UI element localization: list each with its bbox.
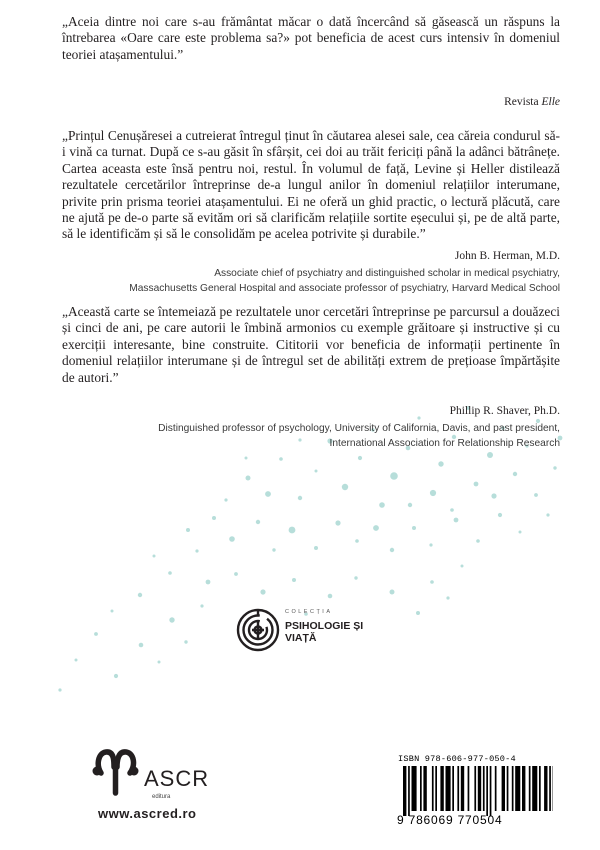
barcode-bar (452, 766, 454, 811)
decorative-dot (58, 688, 61, 691)
decorative-dot (246, 476, 251, 481)
publisher-logo (92, 745, 222, 835)
barcode-bar (512, 766, 514, 811)
decorative-dot (342, 484, 348, 490)
decorative-dot (315, 470, 318, 473)
barcode-bars (403, 766, 553, 816)
decorative-dot (417, 416, 420, 419)
decorative-dot (390, 472, 398, 480)
decorative-dot (265, 491, 271, 497)
decorative-dot (272, 548, 275, 551)
decorative-dot (474, 482, 479, 487)
collection-name: PSIHOLOGIE ȘI VIAȚĂ (285, 620, 364, 644)
affiliation-line: Distinguished professor of psychology, University of California, Davis, and past president, (158, 423, 560, 434)
barcode-bar (539, 766, 541, 811)
decorative-dot (114, 674, 118, 678)
decorative-dot (412, 526, 416, 530)
barcode-bar (440, 766, 443, 811)
publisher-url: www.ascred.ro (98, 806, 197, 821)
affiliation-line: Massachusetts General Hospital and associate professor of psychiatry, Harvard Medical School (129, 283, 560, 295)
decorative-dot (438, 461, 443, 466)
decorative-dot (355, 539, 359, 543)
labyrinth-icon (236, 608, 280, 652)
decorative-dot (158, 661, 161, 664)
review-quote-3: „Această carte se întemeiază pe rezultatele unor cercetări întreprinse pe parcursul a douăzeci și cinci de ani, pe care autorii le îmbină armonios cu exemple grăitoare și instructive și cu exerciții interesante, bine construite. Cititorii vor beneficia de informații pertinente în domeniul relațiilor interumane și de întregul set de abilități extrem de prețioase împărtășite de autori.” (62, 304, 560, 385)
affiliation-line: International Association for Relationship Research (329, 438, 560, 450)
decorative-dot (195, 549, 198, 552)
barcode-digits: 9 786069 770504 (397, 813, 503, 827)
decorative-dot (335, 520, 340, 525)
decorative-dot (373, 525, 379, 531)
decorative-dot (546, 513, 549, 516)
decorative-dot (553, 466, 556, 469)
decorative-dot (498, 513, 502, 517)
decorative-dot (430, 490, 436, 496)
collection-logo (236, 608, 416, 654)
decorative-dot (279, 457, 283, 461)
barcode-bar (544, 766, 547, 811)
decorative-dot (429, 543, 432, 546)
decorative-dot (408, 503, 412, 507)
decorative-dot (94, 632, 98, 636)
barcode-bar (403, 766, 406, 816)
decorative-dot (292, 578, 296, 582)
barcode-bar (446, 766, 451, 811)
barcode-bar (423, 766, 426, 811)
barcode-bar (495, 766, 497, 811)
decorative-dot (260, 589, 265, 594)
decorative-dot (487, 452, 493, 458)
barcode-bar (483, 766, 485, 811)
affiliation-line: Associate chief of psychiatry and distinguished scholar in medical psychiatry, (214, 268, 560, 279)
barcode-bar (408, 766, 410, 816)
review-quote-1: „Aceia dintre noi care s-au frământat măcar o dată încercând să găsească un răspuns la întrebarea «Oare care este problema sa?» pot beneficia de acest curs intensiv în domeniul teoriei atașamentului.” (62, 14, 560, 62)
psi-logo-icon (92, 745, 142, 797)
decorative-dot (491, 493, 496, 498)
collection-label: COLECȚIA (285, 609, 333, 615)
barcode-bar (522, 766, 525, 811)
decorative-dot (390, 548, 394, 552)
decorative-dot (212, 516, 216, 520)
publisher-name: ASCR (144, 766, 210, 791)
barcode-bar (474, 766, 476, 811)
barcode-bar (420, 766, 422, 811)
decorative-dot (513, 472, 517, 476)
decorative-dot (184, 640, 187, 643)
barcode-bar (478, 766, 481, 811)
decorative-dot (206, 580, 211, 585)
decorative-dot (186, 528, 190, 532)
review-affiliation-2 (129, 266, 560, 297)
barcode-bar (549, 766, 551, 811)
decorative-dot (298, 496, 302, 500)
decorative-dot (111, 610, 114, 613)
review-quote-2: „Prințul Cenușăresei a cutreierat întregul ținut în căutarea alesei sale, cea căreia condurul să-i vină ca turnat. După ce s-au găsit în sfârșit, cei doi au trăit fericiți până la adânci bătrânețe. Cartea aceasta este însă pentru noi, restul. În volumul de față, Levine și Heller distilează rezultatele cercetărilor întreprinse de-a lungul anilor în domeniul relațiilor interumane, privite prin prisma teoriei atașamentului. Ei ne oferă un ghid practic, o lectură plăcută, care ne ajută pe de-o parte să evităm ori să clarificăm relațiile sortite eșecului și, pe de altă parte, să le identificăm și să le consolidăm pe acelea potrivite și durabile.” (62, 128, 560, 242)
decorative-dot (200, 604, 203, 607)
decorative-dot (476, 539, 480, 543)
barcode-bar (412, 766, 417, 811)
decorative-dot (461, 565, 464, 568)
isbn-barcode (393, 751, 561, 833)
decorative-dot (354, 576, 357, 579)
decorative-dot (328, 594, 333, 599)
barcode-bar (529, 766, 531, 811)
barcode-bar (486, 766, 488, 816)
barcode-bar (457, 766, 459, 811)
barcode-bar (490, 766, 492, 816)
decorative-dot (153, 555, 156, 558)
barcode-bar (502, 766, 505, 811)
decorative-dot (379, 502, 385, 508)
barcode-bar (507, 766, 509, 811)
decorative-dot (390, 590, 395, 595)
decorative-dot (169, 617, 174, 622)
barcode-bar (432, 766, 434, 811)
barcode-bar (468, 766, 470, 811)
decorative-dot (139, 643, 144, 648)
decorative-dot (229, 536, 235, 542)
decorative-dot (168, 571, 172, 575)
decorative-dot (245, 457, 248, 460)
decorative-dot (446, 596, 449, 599)
decorative-dot (75, 659, 78, 662)
review-affiliation-3 (158, 421, 560, 452)
decorative-dot (289, 527, 296, 534)
decorative-dot (224, 498, 227, 501)
review-author-3: Phillip R. Shaver, Ph.D. (449, 405, 560, 417)
decorative-dot (358, 456, 362, 460)
decorative-dot (234, 572, 238, 576)
decorative-dot (138, 593, 142, 597)
barcode-bar (435, 766, 437, 811)
isbn-label: ISBN 978-606-977-050-4 (398, 754, 516, 764)
barcode-bar (532, 766, 537, 811)
barcode-bar (515, 766, 520, 811)
decorative-dot (430, 580, 434, 584)
review-author-2: John B. Herman, M.D. (454, 250, 560, 262)
review-source-1: Revista Elle (504, 96, 560, 108)
publisher-subtitle: editura (152, 794, 171, 800)
decorative-dot (314, 546, 318, 550)
decorative-dot (519, 531, 522, 534)
decorative-dot (534, 493, 538, 497)
barcode-bar (461, 766, 464, 811)
decorative-dot (454, 518, 459, 523)
decorative-dot (256, 520, 260, 524)
decorative-dot (450, 508, 454, 512)
decorative-dot (416, 611, 420, 615)
